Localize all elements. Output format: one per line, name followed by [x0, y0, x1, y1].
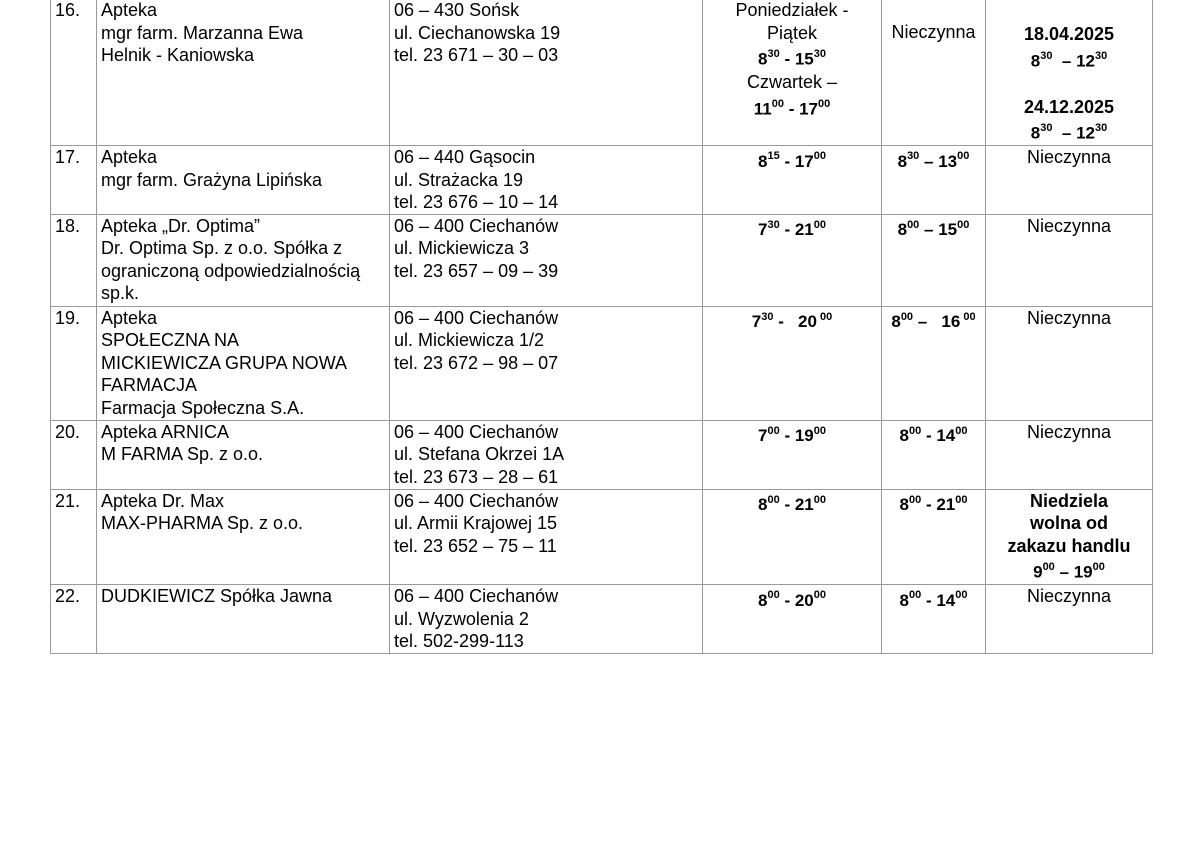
- saturday-hours: [882, 306, 986, 420]
- name-line: mgr farm. Marzanna Ewa: [101, 22, 304, 43]
- row-number: 22.: [51, 585, 97, 654]
- pharmacy-name: [97, 489, 390, 585]
- address-line: 06 – 400 Ciechanów: [394, 490, 559, 511]
- name-line: Apteka: [101, 0, 158, 20]
- address-line: ul. Mickiewicza 3: [394, 238, 530, 259]
- pharmacy-hours-table: [50, 0, 1153, 654]
- pharmacy-name: [97, 585, 390, 654]
- pharmacy-name: [97, 214, 390, 306]
- table-row: [51, 146, 1153, 215]
- address-line: ul. Armii Krajowej 15: [394, 513, 558, 534]
- name-line: ograniczoną odpowiedzialnością: [101, 260, 361, 281]
- pharmacy-address: [390, 0, 703, 146]
- closed-label: Nieczynna: [1026, 215, 1112, 236]
- name-line: M FARMA Sp. z o.o.: [101, 444, 264, 465]
- address-line: 06 – 400 Ciechanów: [394, 215, 559, 236]
- hours-range: $8^{00} - 21^{00}$: [758, 493, 826, 515]
- closed-label: Nieczynna: [891, 22, 976, 42]
- row-number: 20.: [51, 420, 97, 489]
- weekday-label: Poniedziałek -: [735, 0, 849, 20]
- saturday-hours: [882, 146, 986, 215]
- name-line: sp.k.: [101, 283, 140, 304]
- hours-range: $7^{30} - 20$ $^{00}$: [751, 310, 833, 332]
- hours-range: $8^{30} - 12^{30}$: [1030, 49, 1108, 71]
- address-line: tel. 23 673 – 28 – 61: [394, 466, 559, 487]
- address-line: tel. 23 676 – 10 – 14: [394, 192, 559, 213]
- address-line: ul. Mickiewicza 1/2: [394, 330, 545, 351]
- hours-range: $7^{30} - 21^{00}$: [758, 218, 826, 240]
- name-line: Apteka: [101, 307, 158, 328]
- sunday-note: zakazu handlu: [1007, 535, 1131, 556]
- pharmacy-address: [390, 214, 703, 306]
- name-line: Helnik - Kaniowska: [101, 45, 255, 65]
- weekday-label: Piątek: [766, 22, 818, 43]
- sunday-hours: [986, 585, 1153, 654]
- weekday-hours: [703, 0, 882, 146]
- pharmacy-address: [390, 489, 703, 585]
- sunday-hours: [986, 214, 1153, 306]
- hours-range: $8^{00} - 14^{00}$: [899, 589, 968, 611]
- sunday-hours: [986, 420, 1153, 489]
- sunday-note: Niedziela: [1029, 490, 1109, 511]
- weekday-hours: [703, 585, 882, 654]
- address-line: tel. 23 671 – 30 – 03: [394, 45, 559, 65]
- name-line: MICKIEWICZA GRUPA NOWA: [101, 352, 348, 373]
- pharmacy-address: [390, 146, 703, 215]
- pharmacy-name: [97, 0, 390, 146]
- address-line: ul. Ciechanowska 19: [394, 22, 561, 43]
- hours-range: $9^{00} - 19^{00}$: [1033, 561, 1105, 582]
- name-line: Apteka ARNICA: [101, 421, 230, 442]
- name-line: FARMACJA: [101, 375, 198, 396]
- pharmacy-address: [390, 306, 703, 420]
- name-line: SPOŁECZNA NA: [101, 330, 240, 351]
- name-line: mgr farm. Grażyna Lipińska: [101, 169, 323, 190]
- sunday-date: 18.04.2025: [1023, 24, 1115, 44]
- address-line: 06 – 400 Ciechanów: [394, 421, 559, 442]
- address-line: 06 – 440 Gąsocin: [394, 147, 536, 168]
- address-line: tel. 23 657 – 09 – 39: [394, 260, 559, 281]
- name-line: DUDKIEWICZ Spółka Jawna: [101, 586, 333, 607]
- saturday-hours: [882, 214, 986, 306]
- hours-range: $8^{00} - 15^{00}$: [897, 218, 970, 240]
- row-number: 17.: [51, 146, 97, 215]
- hours-range: $11^{00} - 17^{00}$: [753, 97, 831, 119]
- pharmacy-name: [97, 306, 390, 420]
- hours-range: $8^{30} - 12^{30}$: [1030, 122, 1108, 143]
- address-line: ul. Wyzwolenia 2: [394, 608, 529, 629]
- weekday-hours: [703, 489, 882, 585]
- hours-range: $8^{30} - 13^{00}$: [897, 150, 970, 171]
- closed-label: Nieczynna: [1026, 147, 1112, 168]
- sunday-hours: [986, 489, 1153, 585]
- sunday-hours: [986, 146, 1153, 215]
- address-line: tel. 23 672 – 98 – 07: [394, 352, 559, 373]
- hours-range: $8^{15} - 17^{00}$: [758, 150, 826, 171]
- sunday-hours: [986, 306, 1153, 420]
- address-line: 06 – 400 Ciechanów: [394, 586, 559, 607]
- address-line: tel. 502-299-113: [394, 631, 524, 652]
- saturday-hours: [882, 489, 986, 585]
- closed-label: Nieczynna: [1026, 307, 1112, 328]
- closed-label: Nieczynna: [1026, 586, 1112, 607]
- row-number: 19.: [51, 306, 97, 420]
- thursday-label: Czwartek –: [746, 72, 838, 93]
- hours-range: $8^{00} - 16$ $^{00}$: [891, 310, 976, 332]
- table-row: [51, 306, 1153, 420]
- table-row: [51, 489, 1153, 585]
- name-line: Apteka Dr. Max: [101, 490, 225, 511]
- hours-range: $8^{00} - 21^{00}$: [899, 493, 968, 515]
- saturday-hours: [882, 0, 986, 146]
- address-line: 06 – 400 Ciechanów: [394, 307, 559, 328]
- row-number: 21.: [51, 489, 97, 585]
- address-line: ul. Strażacka 19: [394, 169, 524, 190]
- name-line: Dr. Optima Sp. z o.o. Spółka z: [101, 238, 343, 259]
- address-line: 06 – 430 Sońsk: [394, 0, 520, 20]
- sunday-hours: [986, 0, 1153, 146]
- hours-range: $7^{00} - 19^{00}$: [758, 424, 826, 446]
- weekday-hours: [703, 420, 882, 489]
- saturday-hours: [882, 585, 986, 654]
- closed-label: Nieczynna: [1026, 421, 1112, 442]
- hours-range: $8^{00} - 14^{00}$: [899, 424, 968, 446]
- row-number: 18.: [51, 214, 97, 306]
- hours-range: $8^{30} - 15^{30}$: [758, 48, 826, 69]
- name-line: Apteka „Dr. Optima”: [101, 215, 261, 236]
- hours-range: $8^{00} - 20^{00}$: [758, 589, 826, 611]
- table-row: [51, 585, 1153, 654]
- address-line: ul. Stefana Okrzei 1A: [394, 444, 565, 465]
- pharmacy-address: [390, 585, 703, 654]
- pharmacy-name: [97, 146, 390, 215]
- weekday-hours: [703, 146, 882, 215]
- sunday-date: 24.12.2025: [1023, 96, 1115, 117]
- pharmacy-address: [390, 420, 703, 489]
- address-line: tel. 23 652 – 75 – 11: [394, 535, 557, 556]
- table-row: [51, 214, 1153, 306]
- name-line: Apteka: [101, 147, 158, 168]
- weekday-hours: [703, 214, 882, 306]
- saturday-hours: [882, 420, 986, 489]
- weekday-hours: [703, 306, 882, 420]
- table-row: [51, 420, 1153, 489]
- name-line: MAX-PHARMA Sp. z o.o.: [101, 513, 304, 534]
- name-line: Farmacja Społeczna S.A.: [101, 397, 305, 418]
- row-number: 16.: [51, 0, 97, 146]
- sunday-note: wolna od: [1030, 513, 1108, 534]
- table-row: [51, 0, 1153, 146]
- pharmacy-name: [97, 420, 390, 489]
